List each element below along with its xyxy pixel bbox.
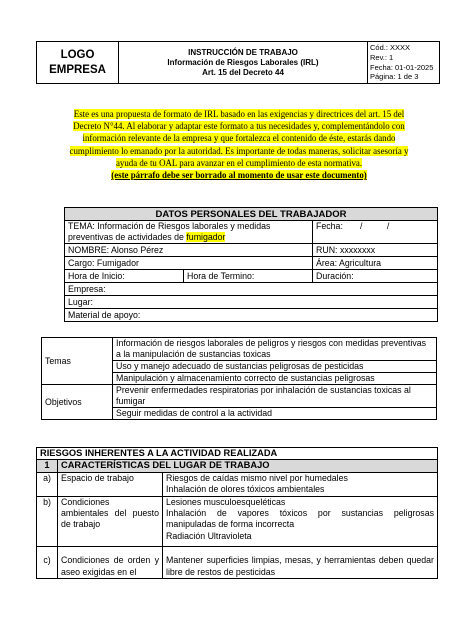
risks-title: RIESGOS INHERENTES A LA ACTIVIDAD REALIZADA [37, 448, 438, 460]
risk-line: Lesiones musculoesqueléticas [166, 496, 286, 507]
doc-title: INSTRUCCIÓN DE TRABAJO [188, 47, 298, 57]
area-cell: Área: Agricultura [313, 257, 438, 270]
objetivo-item: Prevenir enfermedades respiratorias por inhalación de sustancias toxicas al fumigar [113, 385, 437, 408]
fecha-label: Fecha: [316, 221, 343, 231]
intro-text: Este es una propuesta de formato de IRL basado en las exigencias y directrices del art. 15 del Decreto N°44. Al elaborar y adaptar este formato a tus necesidades y, complementándolo con información relevante de la empresa y que fortalezca el contenido de éste, estarás dando cumplimiento lo emanado por la autoridad. Es importante de todas maneras, solicitar asesoría y ayuda de tu OAL para avanzar en el cumplimiento de esta normativa. [69, 109, 409, 168]
intro-note: (este párrafo debe ser borrado al momento de usar este documento) [111, 170, 367, 181]
duracion-cell: Duración: [313, 270, 438, 283]
tema-label: TEMA: Información de Riesgos laborales y medidas preventivas de actividades de [68, 221, 271, 242]
tema-cell [65, 221, 313, 244]
doc-code: Cód.: XXXX [370, 43, 411, 53]
document-header [36, 41, 440, 84]
doc-page: Página: 1 de 3 [370, 72, 419, 82]
cargo-cell: Cargo: Fumigador [65, 257, 313, 270]
risk-label: Condiciones de orden y aseo exigidas en el [58, 547, 163, 579]
objetivos-label: Objetivos [42, 385, 113, 420]
risk-letter: b) [37, 496, 58, 547]
tema-value: fumigador [186, 232, 226, 242]
hora-termino-cell: Hora de Termino: [184, 270, 313, 283]
fecha-value: / / [360, 221, 390, 231]
risk-line: Radiación Ultravioleta [166, 530, 252, 541]
fecha-cell [313, 221, 438, 244]
tema-item: Manipulación y almacenamiento correcto de sustancias peligrosas [113, 373, 437, 385]
doc-article: Art. 15 del Decreto 44 [202, 67, 284, 77]
risk-letter: c) [37, 547, 58, 579]
doc-meta [368, 42, 440, 84]
topics-table [41, 337, 437, 420]
risk-label: Espacio de trabajo [58, 472, 163, 496]
risk-line: Riesgos de caídas mismo nivel por humedales [166, 472, 348, 483]
risk-label: Condiciones ambientales del puesto de trabajo [58, 496, 163, 547]
risk-line: Mantener superficies limpias, mesas, y herramientas deben quedar libre de restos de pesticidas [166, 555, 434, 577]
personal-data-table [64, 207, 438, 322]
lugar-cell: Lugar: [65, 296, 438, 309]
risk-content [163, 496, 438, 547]
run-cell: RUN: xxxxxxxx [313, 244, 438, 257]
objetivo-item: Seguir medidas de control a la actividad [113, 408, 437, 420]
doc-subtitle: Información de Riesgos Laborales (IRL) [167, 57, 319, 67]
tema-item: Información de riesgos laborales de peligros y riesgos con medidas preventivas a la manipulación de sustancias toxicas [113, 338, 437, 361]
risk-letter: a) [37, 472, 58, 496]
personal-data-title: DATOS PERSONALES DEL TRABAJADOR [65, 208, 438, 221]
risk-line: Inhalación de olores tóxicos ambientales [166, 484, 325, 495]
company-logo [37, 42, 119, 84]
header-title-cell [119, 42, 368, 84]
hora-inicio-cell: Hora de Inicio: [65, 270, 184, 283]
empresa-cell: Empresa: [65, 283, 438, 296]
section-title: CARACTERÍSTICAS DEL LUGAR DE TRABAJO [58, 460, 438, 472]
risk-content [163, 472, 438, 496]
nombre-cell: NOMBRE: Alonso Pérez [65, 244, 313, 257]
doc-date: Fecha: 01-01-2025 [370, 62, 434, 72]
risk-content [163, 547, 438, 579]
tema-item: Uso y manejo adecuado de sustancias peligrosas de pesticidas [113, 361, 437, 373]
doc-rev: Rev.: 1 [370, 52, 394, 62]
logo-text: LOGO EMPRESA [49, 48, 106, 76]
material-cell: Material de apoyo: [65, 309, 438, 322]
section-number: 1 [37, 460, 58, 472]
intro-paragraph [60, 108, 418, 181]
risks-table [36, 447, 438, 579]
temas-label: Temas [42, 338, 113, 385]
risk-line: Inhalación de vapores tóxicos por sustancias peligrosas manipuladas de forma incorrecta [166, 508, 434, 530]
